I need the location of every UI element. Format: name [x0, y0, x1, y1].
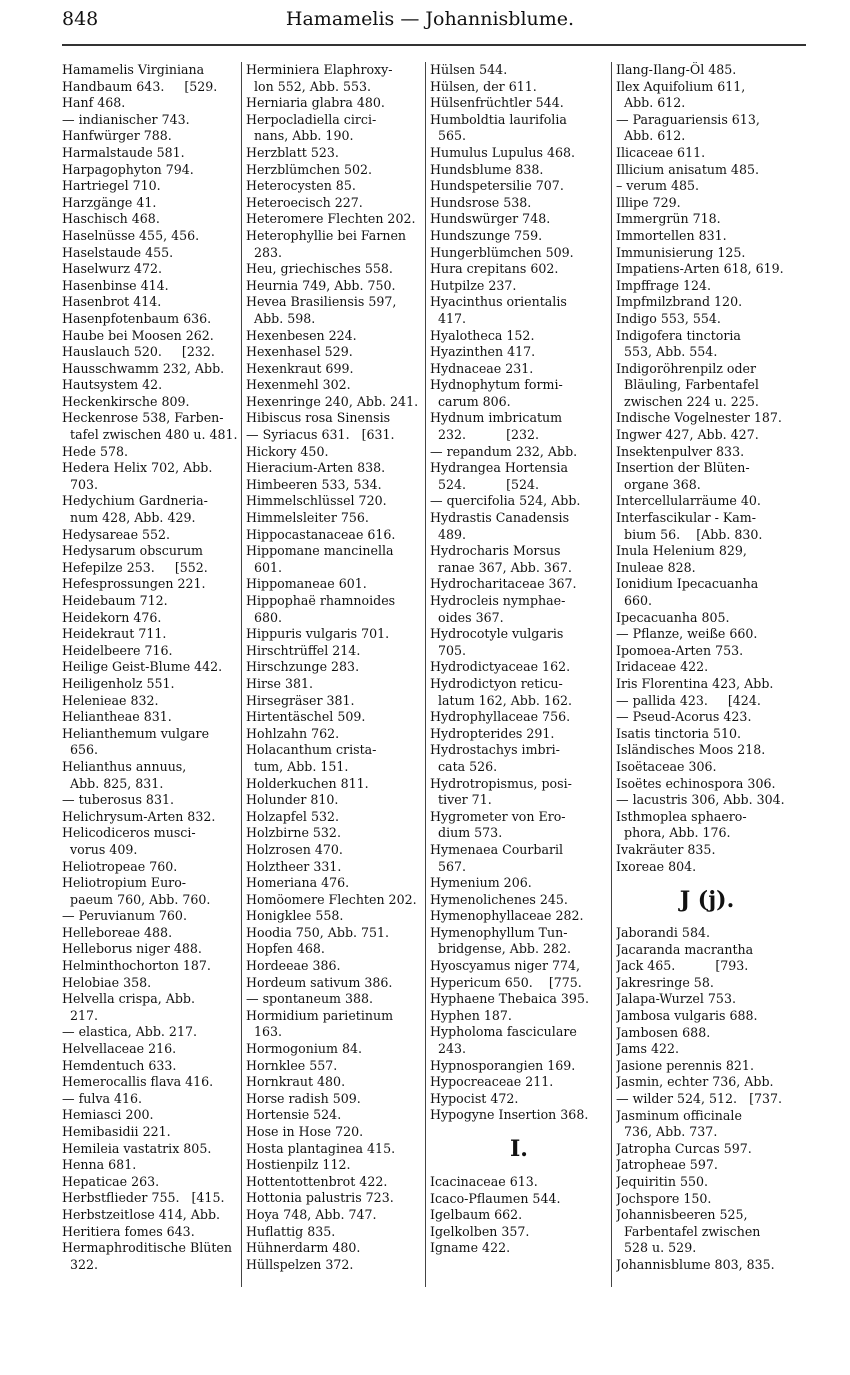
index-entry: Heteroecisch 227. — [246, 194, 363, 210]
index-entry: Igelkolben 357. — [430, 1223, 530, 1239]
index-entry: Ipomoea-Arten 753. — [616, 642, 744, 658]
index-entry: Hyazinthen 417. — [430, 344, 536, 360]
index-entry: Hydrocleis nymphae- — [430, 593, 566, 608]
index-entry: Hordeeae 386. — [246, 958, 341, 974]
index-entry: Jams 422. — [616, 1041, 680, 1057]
index-entry: Heidebaum 712. — [62, 593, 168, 608]
index-entry: Hedera Helix 702, Abb. — [62, 460, 213, 476]
index-entry: Himmelsleiter 756. — [246, 510, 369, 526]
index-entry: phora, Abb. 176. — [616, 825, 731, 841]
index-entry: paeum 760, Abb. 760. — [62, 891, 211, 907]
index-entry: Helleboreae 488. — [62, 924, 173, 940]
index-entry: Hülsenfrüchtler 544. — [430, 95, 564, 111]
index-entry: Inula Helenium 829, — [616, 543, 747, 559]
index-entry: Inuleae 828. — [616, 559, 696, 575]
index-entry: Hasenpfotenbaum 636. — [62, 310, 212, 326]
index-entry: Immortellen 831. — [616, 227, 727, 243]
index-entry: Johannisbeeren 525, — [616, 1207, 748, 1223]
index-entry: 283. — [246, 244, 283, 260]
index-entry: Hypogyne Insertion 368. — [430, 1107, 589, 1123]
index-entry: Helianthus annuus, — [62, 758, 187, 774]
index-entry: Harzgänge 41. — [62, 194, 157, 210]
index-entry: Hundsrose 538. — [430, 194, 532, 210]
index-entry: 528 u. 529. — [616, 1240, 697, 1256]
index-entry: Hibiscus rosa Sinensis — [246, 410, 391, 426]
index-entry: Hoodia 750, Abb. 751. — [246, 924, 390, 940]
index-entry: Indigofera tinctoria — [616, 327, 741, 343]
index-entry: Indische Vogelnester 187. — [616, 410, 782, 426]
index-entry: Heliotropium Euro- — [62, 875, 187, 891]
index-entry: Hautsystem 42. — [62, 377, 163, 393]
index-entry: Hauslauch 520. [232. — [62, 344, 215, 360]
index-entry: bridgense, Abb. 282. — [430, 941, 571, 957]
index-entry: — pallida 423. [424. — [616, 692, 761, 708]
index-entry: 524. [524. — [430, 476, 540, 492]
index-entry: Hundszunge 759. — [430, 227, 543, 243]
index-column-2 — [246, 62, 422, 1273]
index-entry: Heckenkirsche 809. — [62, 393, 190, 409]
index-entry: Hexenmehl 302. — [246, 377, 351, 393]
index-entry: Hypocreaceae 211. — [430, 1074, 554, 1090]
index-entry: Jalapa-Wurzel 753. — [616, 991, 736, 1007]
index-entry: — fulva 416. — [62, 1090, 143, 1106]
index-entry: Hermaphroditische Blüten — [62, 1240, 232, 1256]
index-entry: Hippophaë rhamnoides — [246, 593, 396, 608]
column-divider — [241, 62, 242, 1287]
index-entry: Impffrage 124. — [616, 277, 712, 293]
index-entry: Abb. 612. — [616, 95, 686, 111]
index-entry: Hymenolichenes 245. — [430, 891, 568, 907]
index-entry: Hefesprossungen 221. — [62, 576, 206, 592]
index-entry: Herbstzeitlose 414, Abb. — [62, 1206, 221, 1222]
index-entry: Hydnaceae 231. — [430, 360, 534, 376]
index-entry: Hedychium Gardneria- — [62, 493, 208, 509]
index-entry: bium 56. [Abb. 830. — [616, 526, 763, 542]
page-number: 848 — [62, 8, 99, 30]
index-entry: Hordeum sativum 386. — [246, 974, 393, 990]
index-entry: Heterocysten 85. — [246, 178, 356, 194]
index-entry: Icacinaceae 613. — [430, 1174, 538, 1189]
index-entry: 680. — [246, 609, 283, 625]
index-entry: lon 552, Abb. 553. — [246, 78, 372, 94]
index-entry: Hydrostachys imbri- — [430, 742, 560, 758]
index-entry: Heteromere Flechten 202. — [246, 211, 416, 227]
index-entry: latum 162, Abb. 162. — [430, 692, 572, 708]
index-entry: zwischen 224 u. 225. — [616, 393, 759, 409]
index-entry: Insertion der Blüten- — [616, 460, 750, 476]
letter-heading: J (j). — [679, 887, 735, 914]
index-entry: Hoya 748, Abb. 747. — [246, 1206, 377, 1222]
index-entry: Jatropheae 597. — [616, 1157, 718, 1173]
index-entry: Jatropha Curcas 597. — [616, 1140, 752, 1156]
index-entry: Hydropterides 291. — [430, 725, 555, 741]
index-entry: Hydrastis Canadensis — [430, 510, 570, 526]
index-entry: Hirse 381. — [246, 675, 313, 691]
index-entry: Heidelbeere 716. — [62, 642, 173, 658]
index-entry: Holderkuchen 811. — [246, 775, 369, 791]
index-entry: Jasmin, echter 736, Abb. — [616, 1074, 774, 1090]
index-entry: Hymenophyllaceae 282. — [430, 908, 584, 924]
index-entry: — wilder 524, 512. [737. — [616, 1091, 783, 1107]
index-entry: 489. — [430, 526, 467, 542]
index-entry: Abb. 612. — [616, 128, 686, 144]
index-entry: Haselstaude 455. — [62, 244, 174, 260]
index-entry: Homeriana 476. — [246, 875, 350, 891]
index-entry: Hede 578. — [62, 443, 128, 459]
index-entry: Hottonia palustris 723. — [246, 1190, 394, 1206]
index-entry: Hasenbinse 414. — [62, 277, 169, 293]
index-entry: Holzapfel 532. — [246, 808, 339, 824]
index-entry: Jequiritin 550. — [616, 1174, 708, 1189]
index-entry: Holzrosen 470. — [246, 841, 343, 857]
index-entry: Henna 681. — [62, 1157, 137, 1173]
index-entry: Hühnerdarm 480. — [246, 1240, 361, 1256]
index-entry: Hydrotropismus, posi- — [430, 775, 572, 791]
index-entry: — lacustris 306, Abb. 304. — [616, 792, 785, 808]
index-entry: — Peruvianum 760. — [62, 908, 187, 924]
index-entry: Hottentottenbrot 422. — [246, 1173, 388, 1189]
index-entry: Herzblatt 523. — [246, 144, 339, 160]
index-entry: Hosta plantaginea 415. — [246, 1140, 396, 1156]
index-entry: Impatiens-Arten 618, 619. — [616, 261, 784, 277]
index-entry: 567. — [430, 858, 467, 874]
index-entry: Jambosen 688. — [616, 1024, 711, 1040]
column-divider — [611, 62, 612, 1287]
index-entry: Isoëtaceae 306. — [616, 758, 717, 774]
index-entry: Hypholoma fasciculare — [430, 1024, 577, 1040]
index-entry: — Pseud-Acorus 423. — [616, 709, 752, 725]
index-entry: Hyoscyamus niger 774, — [430, 958, 581, 974]
index-entry: Hutpilze 237. — [430, 277, 517, 293]
index-entry: Jasione perennis 821. — [616, 1057, 754, 1073]
index-entry: Hungerblümchen 509. — [430, 244, 574, 260]
index-column-3 — [430, 62, 608, 1257]
index-entry: Isländisches Moos 218. — [616, 742, 766, 758]
page-header — [60, 6, 800, 34]
index-entry: Heilige Geist-Blume 442. — [62, 659, 223, 675]
index-entry: Hirschzunge 283. — [246, 659, 360, 675]
index-entry: Hexenkraut 699. — [246, 360, 354, 376]
index-entry: 417. — [430, 310, 467, 326]
index-entry: Jacaranda macrantha — [616, 941, 754, 957]
index-entry: Hura crepitans 602. — [430, 261, 559, 277]
index-entry: Hydnum imbricatum — [430, 410, 563, 426]
index-entry: Helenieae 832. — [62, 692, 159, 708]
index-entry: Hippocastanaceae 616. — [246, 526, 396, 542]
index-entry: — repandum 232, Abb. — [430, 443, 578, 459]
index-entry: Hymenaea Courbaril — [430, 841, 564, 857]
index-entry: organe 368. — [616, 476, 701, 492]
index-entry: Heidekraut 711. — [62, 626, 167, 642]
index-entry: Herzblümchen 502. — [246, 161, 373, 177]
index-entry: Hydrocharis Morsus — [430, 543, 561, 559]
index-entry: Hypericum 650. [775. — [430, 974, 582, 990]
index-entry: Iridaceae 422. — [616, 659, 709, 675]
index-entry: Heu, griechisches 558. — [246, 261, 393, 277]
index-entry: Hexenringe 240, Abb. 241. — [246, 393, 419, 409]
index-entry: Hymenium 206. — [430, 875, 532, 891]
index-entry: oides 367. — [430, 609, 504, 625]
index-entry: Hypnosporangien 169. — [430, 1057, 576, 1073]
column-divider — [425, 62, 426, 1287]
index-entry: 322. — [62, 1256, 99, 1272]
index-entry: Hostienpilz 112. — [246, 1157, 351, 1173]
index-entry: Hausschwamm 232, Abb. — [62, 360, 225, 376]
index-entry: Humulus Lupulus 468. — [430, 144, 576, 160]
index-entry: Harmalstaude 581. — [62, 144, 185, 160]
index-column-4 — [616, 62, 798, 1274]
index-entry: — spontaneum 388. — [246, 991, 374, 1007]
index-entry: tum, Abb. 151. — [246, 758, 349, 774]
index-entry: Holacanthum crista- — [246, 742, 377, 758]
index-entry: 736, Abb. 737. — [616, 1124, 718, 1140]
index-entry: Igelbaum 662. — [430, 1207, 523, 1223]
index-entry: Hypocist 472. — [430, 1090, 519, 1106]
index-entry: — tuberosus 831. — [62, 792, 174, 808]
index-entry: Haube bei Moosen 262. — [62, 327, 214, 343]
index-entry: Immunisierung 125. — [616, 244, 746, 260]
index-entry: 656. — [62, 742, 99, 758]
index-entry: tafel zwischen 480 u. 481. — [62, 427, 238, 443]
index-entry: Ilang-Ilang-Öl 485. — [616, 62, 737, 77]
index-entry: Illicium anisatum 485. — [616, 161, 759, 177]
index-entry: 243. — [430, 1041, 467, 1057]
index-entry: Ionidium Ipecacuanha — [616, 576, 759, 592]
index-entry: Hydrangea Hortensia — [430, 460, 569, 476]
index-entry: Heurnia 749, Abb. 750. — [246, 277, 396, 293]
index-entry: Ilicaceae 611. — [616, 144, 706, 160]
index-entry: Illipe 729. — [616, 194, 681, 210]
index-entry: num 428, Abb. 429. — [62, 510, 196, 526]
index-column-1 — [62, 62, 239, 1273]
index-entry: Hartriegel 710. — [62, 178, 161, 194]
index-entry: Haschisch 468. — [62, 211, 160, 227]
index-entry: Holunder 810. — [246, 792, 339, 808]
index-entry: Jakresringe 58. — [616, 974, 714, 990]
index-entry: Hemiasci 200. — [62, 1107, 154, 1123]
index-entry: Hepaticae 263. — [62, 1173, 160, 1189]
index-entry: Herpocladiella circi- — [246, 111, 377, 127]
index-entry: Abb. 825, 831. — [62, 775, 164, 791]
index-entry: Hydrocotyle vulgaris — [430, 626, 564, 642]
index-entry: Hippomaneae 601. — [246, 576, 367, 592]
index-entry: Jochspore 150. — [616, 1190, 712, 1206]
index-entry: Johannisblume 803, 835. — [616, 1256, 775, 1272]
index-entry: Hormidium parietinum — [246, 1007, 394, 1023]
index-entry: Abb. 598. — [246, 310, 316, 326]
index-entry: Heliotropeae 760. — [62, 858, 178, 874]
index-entry: — elastica, Abb. 217. — [62, 1024, 197, 1040]
index-entry: Jasminum officinale — [616, 1107, 742, 1123]
index-entry: Hülsen, der 611. — [430, 78, 537, 94]
index-entry: Hüllspelzen 372. — [246, 1256, 354, 1272]
index-entry: dium 573. — [430, 825, 503, 841]
index-entry: Hygrometer von Ero- — [430, 808, 566, 824]
index-entry: Ilex Aquifolium 611, — [616, 78, 746, 94]
index-entry: Haselwurz 472. — [62, 261, 163, 277]
index-entry: Jack 465. [793. — [616, 958, 749, 974]
index-entry: Honigklee 558. — [246, 908, 344, 924]
index-entry: Ivakräuter 835. — [616, 841, 716, 857]
index-entry: ranae 367, Abb. 367. — [430, 559, 572, 575]
index-entry: 601. — [246, 559, 283, 575]
index-entry: Hippomane mancinella — [246, 543, 394, 559]
index-entry: Hemdentuch 633. — [62, 1057, 177, 1073]
index-entry: Hedysareae 552. — [62, 526, 171, 542]
index-entry: Hieracium-Arten 838. — [246, 460, 386, 476]
index-entry: Herniaria glabra 480. — [246, 95, 385, 111]
index-entry: Herbstflieder 755. [415. — [62, 1190, 225, 1206]
index-entry: nans, Abb. 190. — [246, 128, 354, 144]
index-entry: Icaco-Pflaumen 544. — [430, 1190, 561, 1206]
index-entry: Hemerocallis flava 416. — [62, 1074, 214, 1090]
index-entry: Hydrodictyon reticu- — [430, 675, 563, 691]
index-entry: Holzbirne 532. — [246, 825, 341, 841]
index-entry: Hose in Hose 720. — [246, 1124, 364, 1139]
index-entry: Hirschtrüffel 214. — [246, 642, 361, 658]
index-entry: Immergrün 718. — [616, 211, 721, 227]
index-entry: Interfascikular - Kam- — [616, 510, 757, 526]
index-entry: Iris Florentina 423, Abb. — [616, 675, 774, 691]
index-entry: Hickory 450. — [246, 443, 329, 459]
index-entry: Hundspetersilie 707. — [430, 178, 564, 194]
index-entry: Helichrysum-Arten 832. — [62, 808, 216, 824]
index-entry: Herminiera Elaphroxy- — [246, 62, 393, 77]
index-entry: Hymenophyllum Tun- — [430, 924, 568, 940]
index-entry: Jambosa vulgaris 688. — [616, 1008, 758, 1024]
index-entry: Helobiae 358. — [62, 974, 152, 990]
index-entry: Hirsegräser 381. — [246, 692, 355, 708]
index-entry: — indianischer 743. — [62, 111, 190, 127]
index-entry: Huflattig 835. — [246, 1223, 336, 1239]
index-entry: Hanfwürger 788. — [62, 128, 172, 144]
index-entry: Helianthemum vulgare — [62, 725, 210, 741]
index-entry: — Pflanze, weiße 660. — [616, 626, 758, 642]
index-entry: Hydrophyllaceae 756. — [430, 709, 571, 725]
index-entry: Hefepilze 253. [552. — [62, 559, 208, 575]
index-entry: tiver 71. — [430, 792, 492, 808]
letter-heading: I. — [510, 1136, 528, 1162]
index-entry: Isatis tinctoria 510. — [616, 725, 741, 741]
running-head: Hamamelis — Johannisblume. — [285, 8, 575, 30]
index-entry: Hornklee 557. — [246, 1057, 338, 1073]
index-entry: Intercellularräume 40. — [616, 493, 761, 509]
index-entry: Heterophyllie bei Farnen — [246, 227, 407, 243]
index-entry: Hevea Brasiliensis 597, — [246, 294, 397, 310]
index-entry: Hyalotheca 152. — [430, 327, 535, 343]
index-entry: Isthmoplea sphaero- — [616, 808, 747, 824]
index-entry: 232. [232. — [430, 427, 540, 443]
header-rule — [62, 44, 806, 46]
index-entry: Horse radish 509. — [246, 1090, 361, 1106]
index-entry: Jaborandi 584. — [616, 925, 710, 941]
index-entry: cata 526. — [430, 758, 498, 774]
index-entry: Himbeeren 533, 534. — [246, 476, 382, 492]
index-entry: Holztheer 331. — [246, 858, 342, 874]
index-entry: Hülsen 544. — [430, 62, 508, 77]
index-entry: Hydrocharitaceae 367. — [430, 576, 577, 592]
index-entry: Indigo 553, 554. — [616, 310, 721, 326]
index-entry: Isoëtes echinospora 306. — [616, 775, 776, 791]
index-entry: Hydnophytum formi- — [430, 377, 563, 393]
index-entry: Hydrodictyaceae 162. — [430, 659, 571, 675]
index-entry: Hexenhasel 529. — [246, 344, 353, 360]
index-entry: carum 806. — [430, 393, 511, 409]
index-entry: Helleborus niger 488. — [62, 941, 202, 957]
index-entry: Ingwer 427, Abb. 427. — [616, 427, 759, 443]
index-entry: Helminthochorton 187. — [62, 958, 211, 974]
index-entry: Impfmilzbrand 120. — [616, 294, 743, 310]
index-entry: — quercifolia 524, Abb. — [430, 493, 581, 509]
index-entry: Hanf 468. — [62, 95, 126, 111]
index-entry: Haselnüsse 455, 456. — [62, 227, 200, 243]
index-entry: Hirtentäschel 509. — [246, 709, 366, 725]
index-entry: 660. — [616, 593, 653, 608]
index-entry: Humboldtia laurifolia — [430, 111, 567, 127]
index-entry: Homöomere Flechten 202. — [246, 891, 417, 907]
index-entry: Hortensie 524. — [246, 1107, 342, 1123]
index-entry: Hemibasidii 221. — [62, 1124, 171, 1139]
index-entry: Indigoröhrenpilz oder — [616, 360, 756, 376]
index-entry: Hyphaene Thebaica 395. — [430, 991, 589, 1007]
index-entry: Hamamelis Virginiana — [62, 62, 205, 77]
index-entry: Ipecacuanha 805. — [616, 609, 730, 625]
index-entry: Handbaum 643. [529. — [62, 78, 218, 94]
index-entry: — Paraguariensis 613, — [616, 111, 760, 127]
index-entry: Hexenbesen 224. — [246, 327, 357, 343]
index-entry: 217. — [62, 1007, 99, 1023]
index-entry: 163. — [246, 1024, 283, 1040]
index-entry: Heckenrose 538, Farben- — [62, 410, 224, 426]
index-entry: Hopfen 468. — [246, 941, 325, 957]
index-entry: 553, Abb. 554. — [616, 344, 718, 360]
index-entry: Heliantheae 831. — [62, 709, 172, 725]
index-entry: Bläuling, Farbentafel — [616, 377, 759, 393]
index-entry: — Syriacus 631. [631. — [246, 427, 395, 443]
index-entry: Hippuris vulgaris 701. — [246, 626, 390, 642]
index-entry: Helvellaceae 216. — [62, 1041, 177, 1057]
index-entry: 705. — [430, 642, 467, 658]
index-entry: Harpagophyton 794. — [62, 161, 194, 177]
index-entry: Hyacinthus orientalis — [430, 294, 567, 310]
index-entry: Hohlzahn 762. — [246, 725, 340, 741]
index-entry: Hormogonium 84. — [246, 1041, 362, 1057]
index-entry: 565. — [430, 128, 467, 144]
index-entry: Igname 422. — [430, 1240, 511, 1256]
index-entry: Hemileia vastatrix 805. — [62, 1140, 212, 1156]
index-entry: Hyphen 187. — [430, 1007, 512, 1023]
index-entry: Himmelschlüssel 720. — [246, 493, 387, 509]
index-entry: Heiligenholz 551. — [62, 675, 175, 691]
index-entry: vorus 409. — [62, 841, 138, 857]
index-entry: Farbentafel zwischen — [616, 1223, 761, 1239]
index-entry: Hasenbrot 414. — [62, 294, 162, 310]
index-entry: Insektenpulver 833. — [616, 443, 745, 459]
index-entry: Helicodiceros musci- — [62, 825, 196, 841]
index-entry: Hundswürger 748. — [430, 211, 551, 227]
index-entry: Helvella crispa, Abb. — [62, 991, 195, 1007]
index-entry: – verum 485. — [616, 178, 699, 194]
index-entry: Ixoreae 804. — [616, 858, 697, 874]
index-entry: Hundsblume 838. — [430, 161, 544, 177]
index-entry: Heritiera fomes 643. — [62, 1223, 195, 1239]
index-entry: Hedysarum obscurum — [62, 543, 204, 559]
index-entry: Heidekorn 476. — [62, 609, 162, 625]
index-entry: Hornkraut 480. — [246, 1074, 346, 1090]
index-entry: 703. — [62, 476, 99, 492]
